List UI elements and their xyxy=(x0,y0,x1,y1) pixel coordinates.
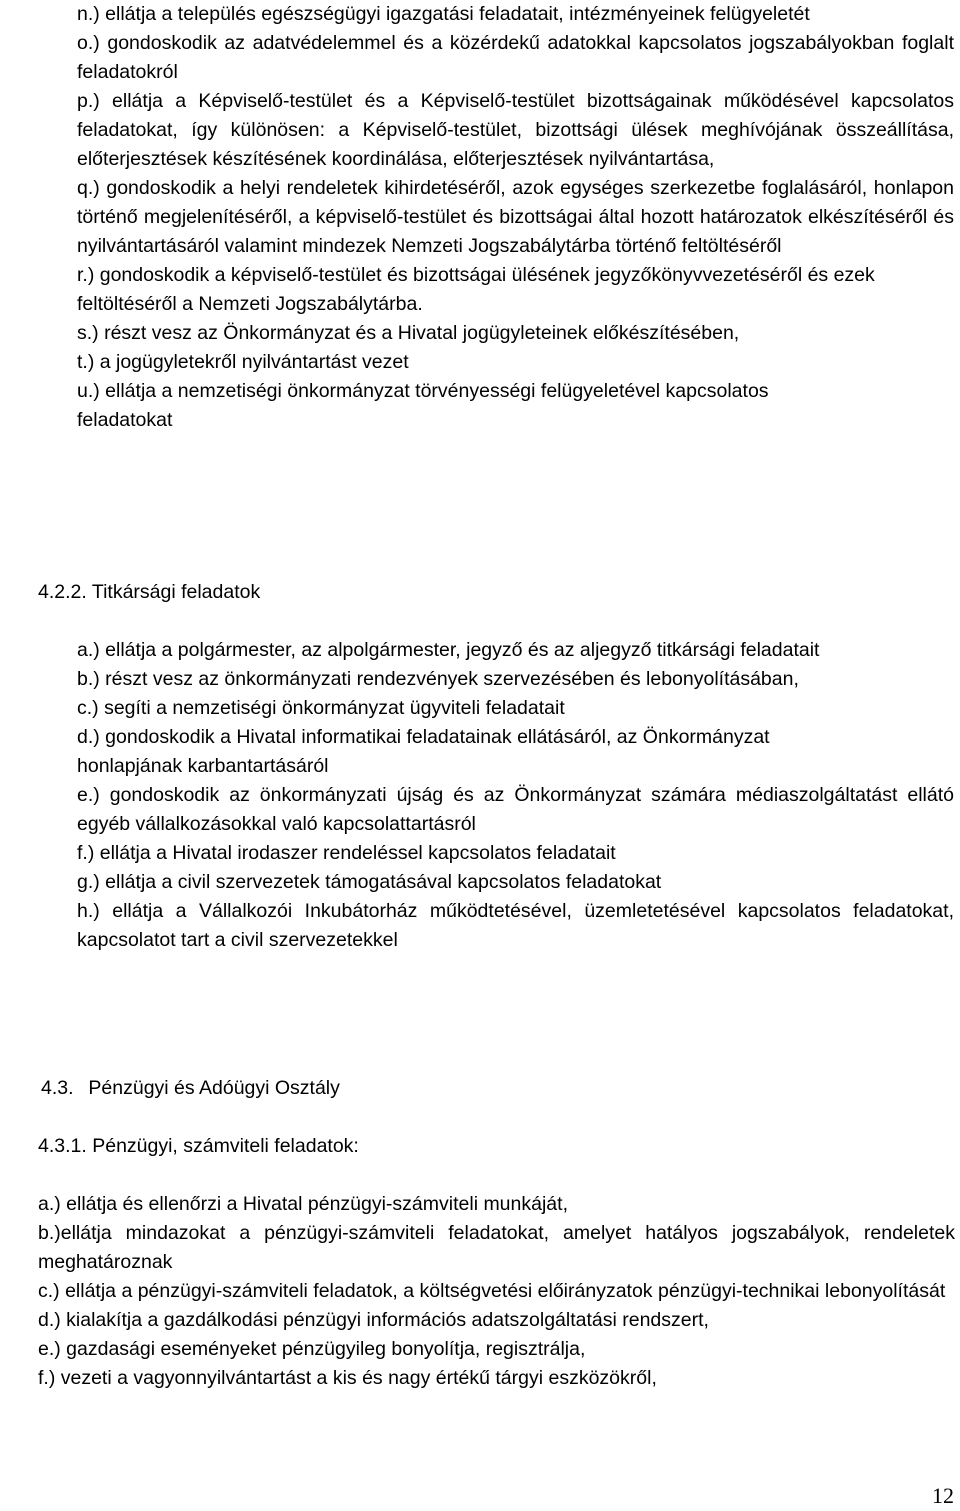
list-item: d.) kialakítja a gazdálkodási pénzügyi információs adatszolgáltatási rendszert, xyxy=(38,1309,709,1331)
section-title: Pénzügyi, számviteli feladatok: xyxy=(92,1135,359,1157)
page-number: 12 xyxy=(932,1483,954,1508)
list-item: b.) részt vesz az önkormányzati rendezvények szervezésében és lebonyolításában, xyxy=(77,668,799,690)
section-number: 4.3. xyxy=(41,1077,74,1099)
section-number: 4.2.2. xyxy=(38,581,87,603)
section-number: 4.3.1. xyxy=(38,1135,87,1157)
task-list-continued xyxy=(77,0,954,435)
list-item: a.) ellátja a polgármester, az alpolgármester, jegyző és az aljegyző titkársági feladatait xyxy=(77,639,820,661)
list-item: t.) a jogügyletekről nyilvántartást vezet xyxy=(77,351,409,373)
financial-task-list xyxy=(38,1190,955,1393)
list-item: p.) ellátja a Képviselő-testület és a Képviselő-testület bizottságainak működésével kapcsolatos feladatokat, így különösen: a Képviselő-testület, bizottsági ülések meghívójának összeállítása, előterjesztések készítésének koordinálása, előterjesztések nyilvántartása, xyxy=(77,90,954,170)
list-item: g.) ellátja a civil szervezetek támogatásával kapcsolatos feladatokat xyxy=(77,871,662,893)
list-item: u.) ellátja a nemzetiségi önkormányzat törvényességi felügyeletével kapcsolatos feladatokat xyxy=(77,380,769,431)
list-item: f.) vezeti a vagyonnyilvántartást a kis és nagy értékű tárgyi eszközökről, xyxy=(38,1367,657,1389)
section-heading-4-2-2 xyxy=(38,578,260,607)
list-item: s.) részt vesz az Önkormányzat és a Hivatal jogügyleteinek előkészítésében, xyxy=(77,322,740,344)
list-item: c.) ellátja a pénzügyi-számviteli feladatok, a költségvetési előirányzatok pénzügyi-technikai lebonyolítását xyxy=(38,1280,946,1302)
list-item: n.) ellátja a település egészségügyi igazgatási feladatait, intézményeinek felügyeletét xyxy=(77,3,810,25)
list-item: e.) gazdasági eseményeket pénzügyileg bonyolítja, regisztrálja, xyxy=(38,1338,586,1360)
list-item: q.) gondoskodik a helyi rendeletek kihirdetéséről, azok egységes szerkezetbe foglalásáról, honlapon történő megjelenítéséről, a képviselő-testület és bizottságai által hozott határozatok elkészítéséről és nyilvántartásáról valamint mindezek Nemzeti Jogszabálytárba történő feltöltéséről xyxy=(77,177,954,257)
list-item: r.) gondoskodik a képviselő-testület és bizottságai ülésének jegyzőkönyvvezetéséről és ezek feltöltéséről a Nemzeti Jogszabálytárba. xyxy=(77,264,875,315)
secretarial-task-list xyxy=(77,636,954,955)
section-title: Pénzügyi és Adóügyi Osztály xyxy=(88,1077,340,1099)
list-item: o.) gondoskodik az adatvédelemmel és a közérdekű adatokkal kapcsolatos jogszabályokban foglalt feladatokról xyxy=(77,32,954,83)
list-item: h.) ellátja a Vállalkozói Inkubátorház működtetésével, üzemletetésével kapcsolatos feladatokat, kapcsolatot tart a civil szervezetekkel xyxy=(77,900,954,951)
list-item: f.) ellátja a Hivatal irodaszer rendeléssel kapcsolatos feladatait xyxy=(77,842,616,864)
list-item: e.) gondoskodik az önkormányzati újság és az Önkormányzat számára médiaszolgáltatást ellátó egyéb vállalkozásokkal való kapcsolattartásról xyxy=(77,784,954,835)
list-item: a.) ellátja és ellenőrzi a Hivatal pénzügyi-számviteli munkáját, xyxy=(38,1193,568,1215)
section-heading-4-3-1 xyxy=(38,1132,359,1161)
list-item: b.)ellátja mindazokat a pénzügyi-számviteli feladatokat, amelyet hatályos jogszabályok, rendeletek meghatároznak xyxy=(38,1222,955,1273)
list-item: d.) gondoskodik a Hivatal informatikai feladatainak ellátásáról, az Önkormányzat honlapjának karbantartásáról xyxy=(77,726,770,777)
section-title: Titkársági feladatok xyxy=(91,581,261,603)
section-heading-4-3 xyxy=(41,1074,340,1103)
list-item: c.) segíti a nemzetiségi önkormányzat ügyviteli feladatait xyxy=(77,697,565,719)
